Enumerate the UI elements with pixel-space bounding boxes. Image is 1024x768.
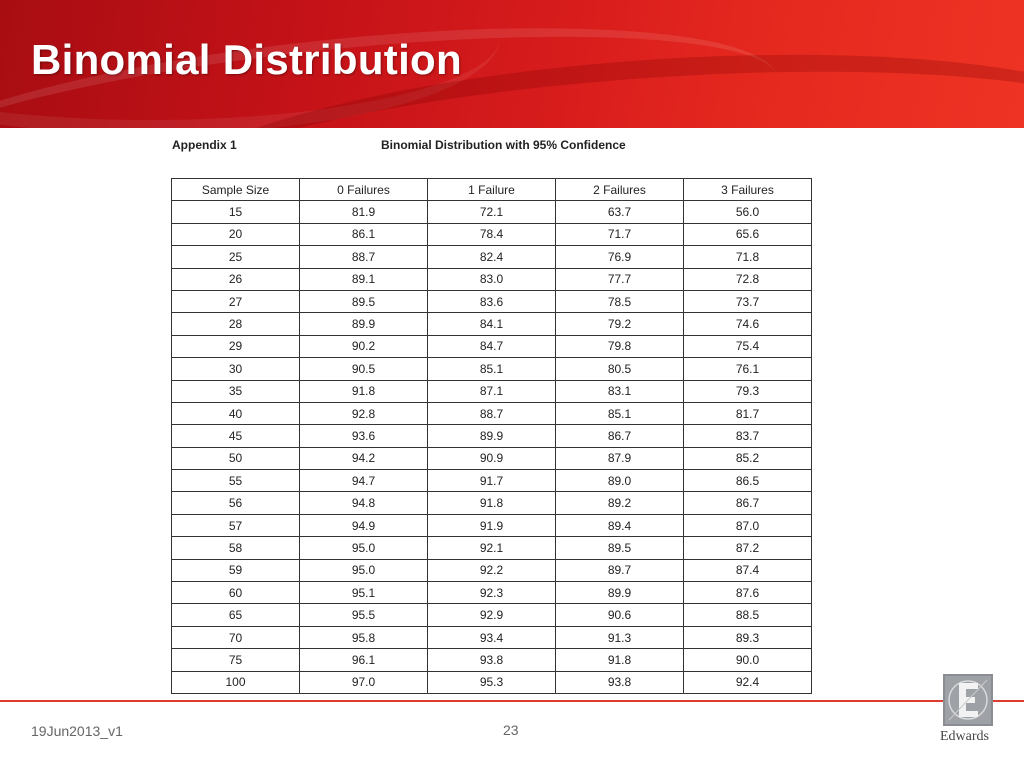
confidence-cell: 89.7 [556,559,684,581]
sample-size-cell: 35 [172,380,300,402]
confidence-cell: 71.8 [684,246,812,268]
confidence-cell: 83.6 [428,290,556,312]
table-caption: Binomial Distribution with 95% Confidence [381,138,626,152]
confidence-cell: 89.4 [556,514,684,536]
sample-size-cell: 26 [172,268,300,290]
sample-size-cell: 27 [172,290,300,312]
table-row [172,402,812,424]
table-header-row [172,179,812,201]
sample-size-cell: 29 [172,335,300,357]
confidence-cell: 82.4 [428,246,556,268]
confidence-cell: 91.9 [428,514,556,536]
sample-size-cell: 28 [172,313,300,335]
table-row [172,537,812,559]
confidence-cell: 88.5 [684,604,812,626]
confidence-cell: 81.9 [300,201,428,223]
confidence-cell: 92.9 [428,604,556,626]
header-2-failures: 2 Failures [556,179,684,201]
confidence-cell: 91.7 [428,470,556,492]
confidence-cell: 84.1 [428,313,556,335]
table-row [172,559,812,581]
confidence-cell: 91.8 [428,492,556,514]
confidence-cell: 92.3 [428,582,556,604]
table-row [172,604,812,626]
confidence-cell: 95.8 [300,626,428,648]
table-row [172,470,812,492]
table-row [172,425,812,447]
sample-size-cell: 40 [172,402,300,424]
confidence-cell: 87.0 [684,514,812,536]
confidence-cell: 76.9 [556,246,684,268]
sample-size-cell: 30 [172,358,300,380]
sample-size-cell: 65 [172,604,300,626]
confidence-cell: 86.7 [684,492,812,514]
footer-version: 19Jun2013_v1 [31,723,123,739]
appendix-label: Appendix 1 [172,138,237,152]
sample-size-cell: 70 [172,626,300,648]
table-row [172,492,812,514]
sample-size-cell: 25 [172,246,300,268]
confidence-cell: 89.9 [300,313,428,335]
confidence-cell: 83.7 [684,425,812,447]
table-row [172,223,812,245]
sample-size-cell: 20 [172,223,300,245]
table-row [172,582,812,604]
confidence-cell: 56.0 [684,201,812,223]
confidence-cell: 74.6 [684,313,812,335]
confidence-cell: 92.4 [684,671,812,693]
confidence-cell: 78.4 [428,223,556,245]
binomial-table [171,178,812,694]
confidence-cell: 65.6 [684,223,812,245]
slide-title: Binomial Distribution [31,36,462,83]
confidence-cell: 93.8 [556,671,684,693]
confidence-cell: 95.0 [300,559,428,581]
confidence-cell: 85.2 [684,447,812,469]
confidence-cell: 83.0 [428,268,556,290]
confidence-cell: 92.2 [428,559,556,581]
sample-size-cell: 57 [172,514,300,536]
sample-size-cell: 59 [172,559,300,581]
table-row [172,246,812,268]
confidence-cell: 95.5 [300,604,428,626]
confidence-cell: 89.5 [300,290,428,312]
confidence-cell: 95.3 [428,671,556,693]
confidence-cell: 92.8 [300,402,428,424]
confidence-cell: 87.9 [556,447,684,469]
confidence-cell: 90.9 [428,447,556,469]
confidence-cell: 86.5 [684,470,812,492]
sample-size-cell: 100 [172,671,300,693]
confidence-cell: 92.1 [428,537,556,559]
header-3-failures: 3 Failures [684,179,812,201]
confidence-cell: 89.9 [556,582,684,604]
table-body [172,201,812,694]
confidence-cell: 90.6 [556,604,684,626]
table-row [172,335,812,357]
table-row [172,201,812,223]
confidence-cell: 91.8 [300,380,428,402]
sample-size-cell: 45 [172,425,300,447]
sample-size-cell: 55 [172,470,300,492]
logo-wordmark: Edwards [940,729,989,744]
confidence-cell: 80.5 [556,358,684,380]
confidence-cell: 91.8 [556,649,684,671]
confidence-cell: 89.0 [556,470,684,492]
confidence-cell: 72.1 [428,201,556,223]
table-row [172,380,812,402]
confidence-cell: 93.8 [428,649,556,671]
confidence-cell: 95.1 [300,582,428,604]
confidence-cell: 81.7 [684,402,812,424]
sample-size-cell: 75 [172,649,300,671]
confidence-cell: 71.7 [556,223,684,245]
header-1-failure: 1 Failure [428,179,556,201]
edwards-e-logo-icon [943,674,993,726]
table-row [172,290,812,312]
confidence-cell: 87.1 [428,380,556,402]
sample-size-cell: 50 [172,447,300,469]
confidence-cell: 85.1 [428,358,556,380]
table-row [172,671,812,693]
confidence-cell: 72.8 [684,268,812,290]
table-row [172,626,812,648]
table-row [172,649,812,671]
confidence-cell: 79.3 [684,380,812,402]
confidence-cell: 90.5 [300,358,428,380]
confidence-cell: 94.7 [300,470,428,492]
confidence-cell: 77.7 [556,268,684,290]
confidence-cell: 90.2 [300,335,428,357]
confidence-cell: 83.1 [556,380,684,402]
confidence-cell: 63.7 [556,201,684,223]
confidence-cell: 94.9 [300,514,428,536]
table-row [172,447,812,469]
confidence-cell: 94.2 [300,447,428,469]
confidence-cell: 86.7 [556,425,684,447]
header-0-failures: 0 Failures [300,179,428,201]
confidence-cell: 87.4 [684,559,812,581]
confidence-cell: 75.4 [684,335,812,357]
confidence-cell: 79.8 [556,335,684,357]
confidence-cell: 84.7 [428,335,556,357]
confidence-cell: 78.5 [556,290,684,312]
confidence-cell: 94.8 [300,492,428,514]
confidence-cell: 91.3 [556,626,684,648]
confidence-cell: 95.0 [300,537,428,559]
page-number: 23 [503,722,519,738]
confidence-cell: 93.6 [300,425,428,447]
confidence-cell: 90.0 [684,649,812,671]
confidence-cell: 89.5 [556,537,684,559]
confidence-cell: 89.9 [428,425,556,447]
confidence-cell: 89.3 [684,626,812,648]
confidence-cell: 86.1 [300,223,428,245]
confidence-cell: 87.2 [684,537,812,559]
confidence-cell: 88.7 [300,246,428,268]
confidence-cell: 85.1 [556,402,684,424]
confidence-cell: 97.0 [300,671,428,693]
confidence-cell: 89.1 [300,268,428,290]
header-sample-size: Sample Size [172,179,300,201]
confidence-cell: 79.2 [556,313,684,335]
confidence-cell: 76.1 [684,358,812,380]
footer-divider [0,700,1024,702]
sample-size-cell: 60 [172,582,300,604]
sample-size-cell: 15 [172,201,300,223]
confidence-cell: 93.4 [428,626,556,648]
table-row [172,313,812,335]
confidence-cell: 88.7 [428,402,556,424]
sample-size-cell: 56 [172,492,300,514]
confidence-cell: 96.1 [300,649,428,671]
confidence-cell: 87.6 [684,582,812,604]
sample-size-cell: 58 [172,537,300,559]
table-row [172,268,812,290]
confidence-cell: 89.2 [556,492,684,514]
table-row [172,514,812,536]
table-row [172,358,812,380]
confidence-cell: 73.7 [684,290,812,312]
